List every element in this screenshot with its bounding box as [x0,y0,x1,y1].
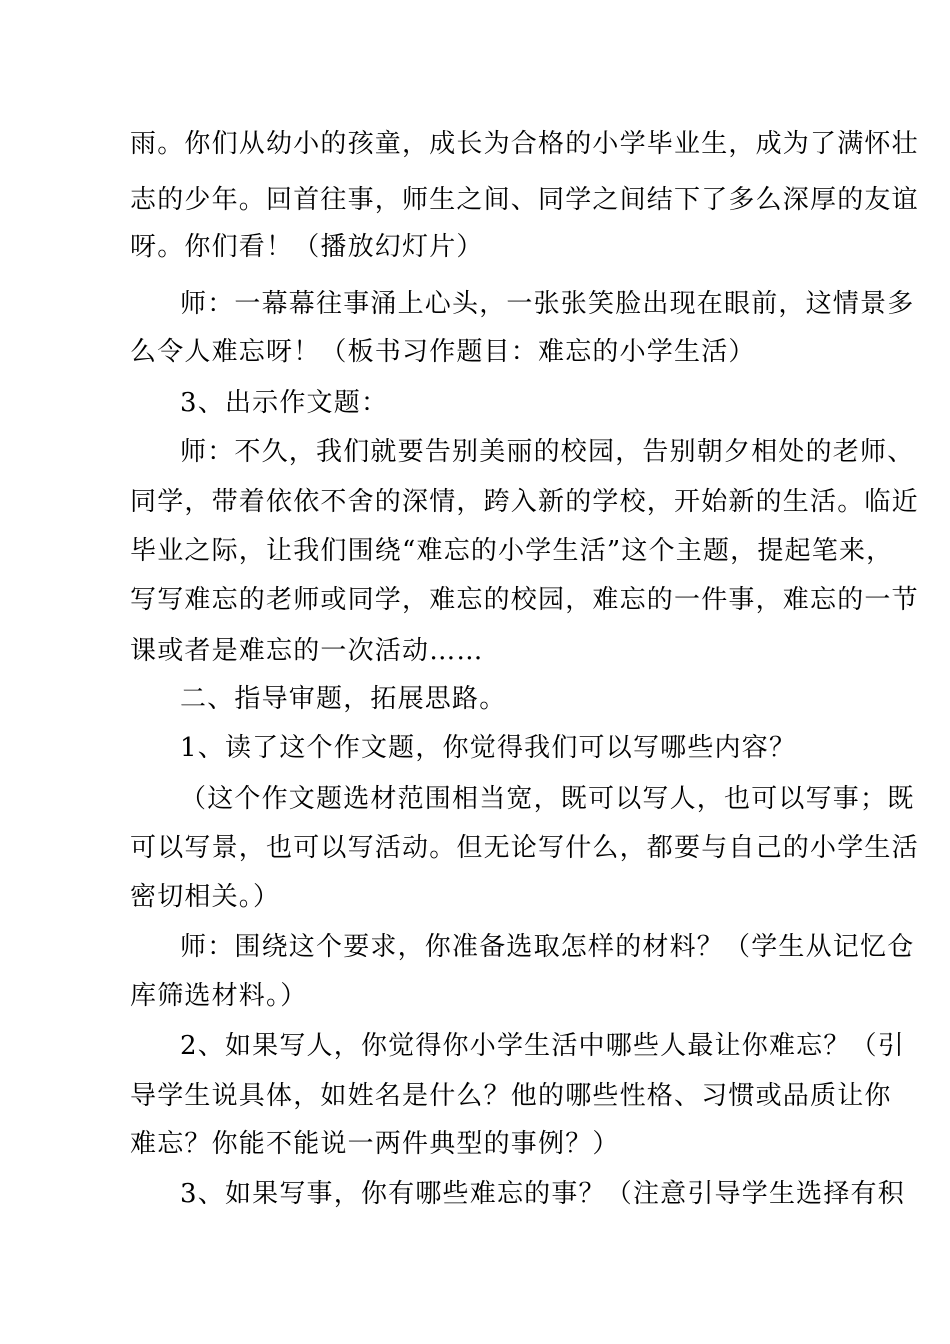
text-line-1: 雨。你们从幼小的孩童，成长为合格的小学毕业生，成为了满怀壮 [130,129,919,159]
text-line-14: （这个作文题选材范围相当宽，既可以写人，也可以写事；既 [180,784,915,814]
text-line-18: 库筛选材料。） [130,981,308,1011]
text-line-17: 师：围绕这个要求，你准备选取怎样的材料？（学生从记忆仓 [180,932,915,962]
text-line-5: 么令人难忘呀！（板书习作题目：难忘的小学生活） [130,337,756,367]
text-line-16: 密切相关。） [130,882,281,912]
text-line-3: 呀。你们看！（播放幻灯片） [130,232,484,262]
text-line-8: 同学，带着依依不舍的深情，跨入新的学校，开始新的生活。临近 [130,487,919,517]
text-line-11: 课或者是难忘的一次活动…… [130,636,484,666]
text-line-6: 3、出示作文题： [180,388,389,418]
text-line-21: 难忘？你能不能说一两件典型的事例？） [130,1129,620,1159]
text-line-15: 可以写景，也可以写活动。但无论写什么，都要与自己的小学生活 [130,833,919,863]
text-line-9: 毕业之际，让我们围绕“难忘的小学生活”这个主题，提起笔来， [130,536,894,566]
text-line-12: 二、指导审题，拓展思路。 [180,684,507,714]
text-line-10: 写写难忘的老师或同学，难忘的校园，难忘的一件事，难忘的一节 [130,585,919,615]
text-line-20: 导学生说具体，如姓名是什么？他的哪些性格、习惯或品质让你 [130,1081,892,1111]
text-line-2: 志的少年。回首往事，师生之间、同学之间结下了多么深厚的友谊 [130,185,919,215]
text-line-19: 2、如果写人，你觉得你小学生活中哪些人最让你难忘？（引 [180,1031,905,1061]
text-line-13: 1、读了这个作文题，你觉得我们可以写哪些内容？ [180,733,797,763]
text-line-22: 3、如果写事，你有哪些难忘的事？（注意引导学生选择有积 [180,1179,905,1209]
text-line-7: 师：不久，我们就要告别美丽的校园，告别朝夕相处的老师、 [180,437,915,467]
text-line-4: 师：一幕幕往事涌上心头，一张张笑脸出现在眼前，这情景多 [180,289,915,319]
